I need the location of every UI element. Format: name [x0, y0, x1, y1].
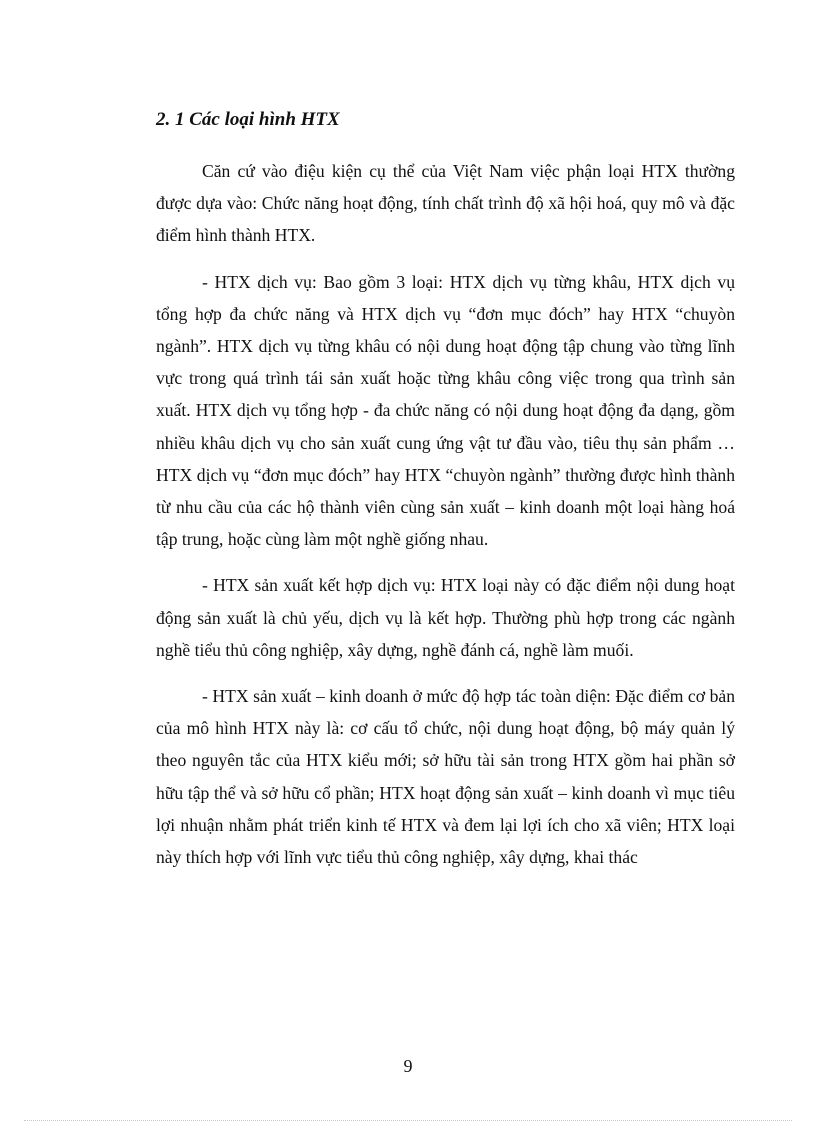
- page-number: 9: [403, 1056, 413, 1076]
- paragraph-comprehensive-cooperative: - HTX sản xuất – kinh doanh ở mức độ hợp tác toàn diện: Đặc điểm cơ bản của mô hình HTX này là: cơ cấu tổ chức, nội dung hoạt động, bộ máy quản lý theo nguyên tắc của HTX kiểu mới; sở hữu tài sản trong HTX gồm hai phần sở hữu tập thể và sở hữu cổ phần; HTX hoạt động sản xuất – kinh doanh vì mục tiêu lợi nhuận nhằm phát triển kinh tế HTX và đem lại lợi ích cho xã viên; HTX loại này thích hợp với lĩnh vực tiểu thủ công nghiệp, xây dựng, khai thác: [156, 686, 735, 868]
- paragraph-intro: Căn cứ vào điệu kiện cụ thể của Việt Nam việc phận loại HTX thường được dựa vào: Chức năng hoạt động, tính chất trình độ xã hội hoá, quy mô và đặc điểm hình thành HTX.: [156, 161, 735, 246]
- page-body: [156, 104, 735, 887]
- paragraph-production-service-cooperative: - HTX sản xuất kết hợp dịch vụ: HTX loại này có đặc điểm nội dung hoạt động sản xuất là chủ yếu, dịch vụ là kết hợp. Thường phù hợp trong các ngành nghề tiểu thủ công nghiệp, xây dựng, nghề đánh cá, nghề làm muối.: [156, 575, 735, 660]
- section-heading: 2. 1 Các loại hình HTX: [156, 109, 340, 130]
- paragraph-service-cooperative: - HTX dịch vụ: Bao gồm 3 loại: HTX dịch vụ từng khâu, HTX dịch vụ tổng hợp đa chức năng và HTX dịch vụ “đơn mục đóch” hay HTX “chuyòn ngành”. HTX dịch vụ từng khâu có nội dung hoạt động tập chung vào từng lĩnh vực trong quá trình tái sản xuất hoặc từng khâu công việc trong qua trình sản xuất. HTX dịch vụ tổng hợp - đa chức năng có nội dung hoạt động đa dạng, gồm nhiều khâu dịch vụ cho sản xuất cung ứng vật tư đầu vào, tiêu thụ sản phẩm …HTX dịch vụ “đơn mục đóch” hay HTX “chuyòn ngành” thường được hình thành từ nhu cầu của các hộ thành viên cùng sản xuất – kinh doanh một loại hàng hoá tập trung, hoặc cùng làm một nghề giống nhau.: [156, 271, 735, 550]
- footer-divider: [24, 1120, 792, 1121]
